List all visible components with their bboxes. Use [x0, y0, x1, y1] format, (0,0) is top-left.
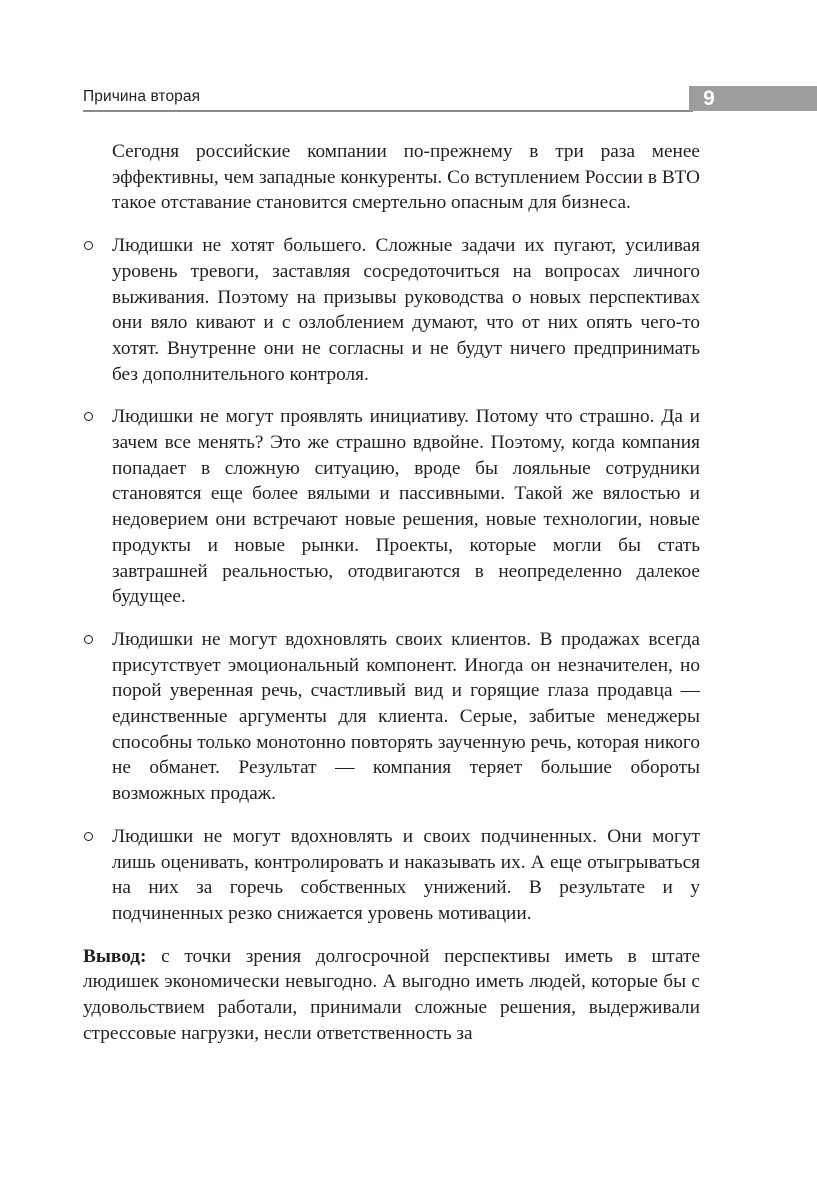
list-item-text: Людишки не могут вдохновлять своих клиентов. В продажах всегда присутствует эмоциональный компонент. Иногда он незначителен, но порой уверенная речь, счастливый вид и горящие глаза продавца — единственные аргументы для клиента. Серые, забитые менеджеры способны только монотонно повторять заученную речь, которая никого не обманет. Результат — компания теряет большие обороты возможных продаж. [112, 628, 700, 805]
page-number-tab [689, 86, 817, 111]
conclusion-text: с точки зрения долгосрочной перспективы иметь в штате людишек экономически невыгодно. А выгодно иметь людей, которые бы с удовольствием работали, принимали сложные решения, выдерживали стрессовые нагрузки, несли ответственность за [83, 945, 700, 1044]
page-body [83, 139, 700, 1047]
bullet-list [83, 233, 700, 927]
circle-bullet-icon [84, 241, 93, 250]
circle-bullet-icon [84, 412, 93, 421]
intro-paragraph: Сегодня российские компании по-прежнему в три раза менее эффективны, чем западные конкуренты. Со вступлением России в ВТО такое отставание становится смертельно опасным для бизнеса. [112, 141, 700, 214]
list-item [83, 233, 700, 387]
conclusion-label: Вывод: [83, 945, 147, 967]
page-number: 9 [703, 87, 715, 110]
list-item [83, 404, 700, 610]
page-header [83, 86, 817, 114]
conclusion-paragraph [83, 944, 700, 1047]
running-head-title: Причина вторая [83, 88, 201, 105]
list-item-text: Людишки не могут проявлять инициативу. Потому что страшно. Да и зачем все менять? Это же страшно вдвойне. Поэтому, когда компания попадает в сложную ситуацию, вроде бы лояльные сотрудники становятся еще более вялыми и пассивными. Такой же вялостью и недоверием они встречают новые решения, новые технологии, новые продукты и новые рынки. Проекты, которые могли бы стать завтрашней реальностью, отодвигаются в неопределенно далекое будущее. [112, 406, 700, 608]
header-rule [83, 110, 693, 112]
circle-bullet-icon [84, 832, 93, 841]
list-item-text: Людишки не хотят большего. Сложные задачи их пугают, усиливая уровень тревоги, заставляя сосредоточиться на вопросах личного выживания. Поэтому на призывы руководства о новых перспективах они вяло кивают и с озлоблением думают, что от них опять чего-то хотят. Внутренне они не согласны и не будут ничего предпринимать без дополнительного контроля. [112, 235, 700, 385]
list-item [83, 627, 700, 807]
list-item [83, 824, 700, 927]
list-item-text: Людишки не могут вдохновлять и своих подчиненных. Они могут лишь оценивать, контролировать и наказывать их. А еще отыгрываться на них за горечь собственных унижений. В результате и у подчиненных резко снижается уровень мотивации. [112, 825, 700, 924]
circle-bullet-icon [84, 635, 93, 644]
